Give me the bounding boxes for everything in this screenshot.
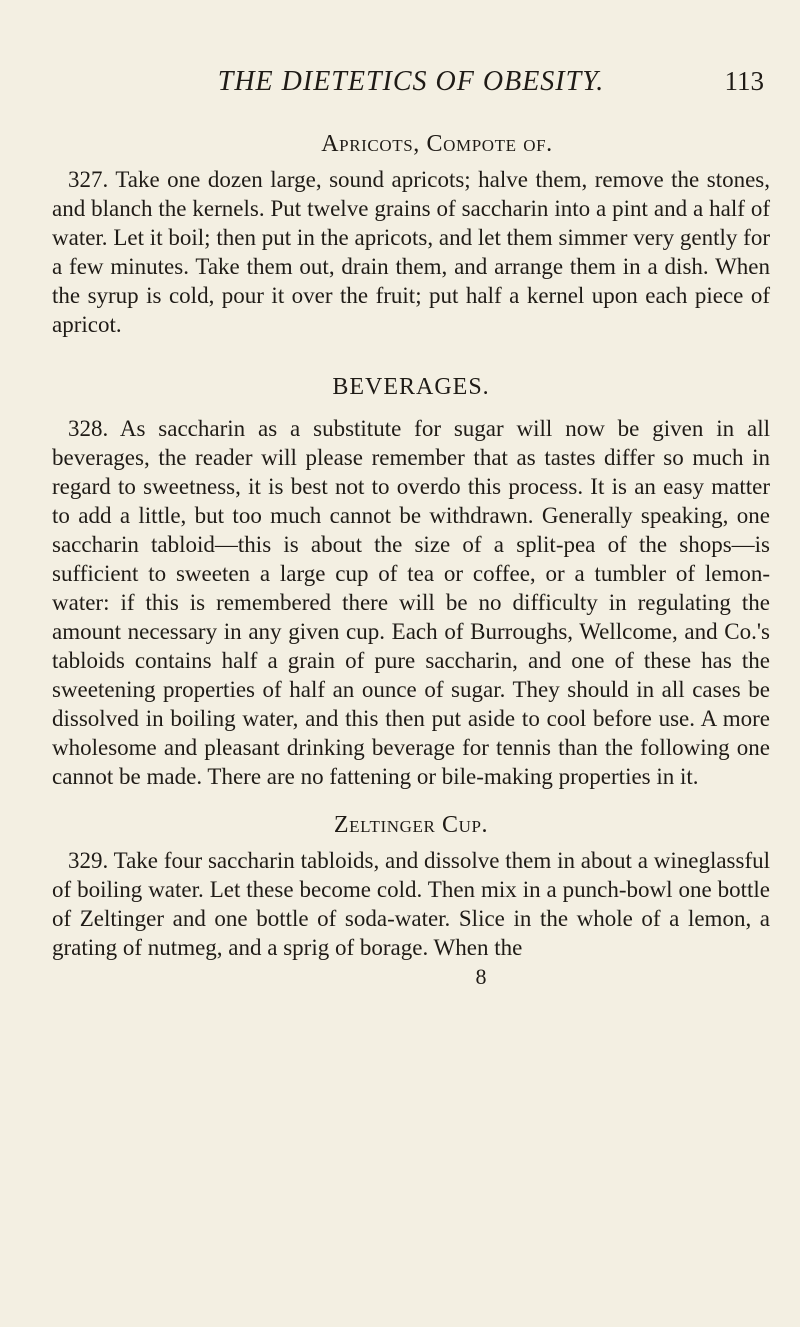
running-title: THE DIETETICS OF OBESITY.: [217, 66, 605, 97]
paragraph-327: [52, 165, 770, 339]
section-title-beverages: BEVERAGES.: [332, 374, 490, 400]
recipe-heading-zeltinger: Zeltinger Cup.: [333, 812, 489, 838]
signature-mark: 8: [475, 964, 487, 989]
recipe-heading-apricots: Apricots, Compote of.: [321, 131, 553, 157]
paragraph-text: As saccharin as a substitute for sugar will now be given in all beverages, the reader will please remember that as tastes differ so much in regard to sweetness, it is best not to overdo this process. It is an easy matter to add a little, but too much cannot be withdrawn. Generally speaking, one saccharin tabloid—this is about the size of a split-pea of the shops—is sufficient to sweeten a large cup of tea or coffee, or a tumbler of lemon-water: if this is remembered there will be no difficulty in regulating the amount necessary in any given cup. Each of Burroughs, Wellcome, and Co.'s tabloids contains half a grain of pure saccharin, and one of these has the sweetening properties of half an ounce of sugar. They should in all cases be dissolved in boiling water, and this then put aside to cool before use. A more wholesome and pleasant drinking beverage for tennis than the following one cannot be made. There are no fattening or bile-making properties in it.: [52, 416, 770, 789]
paragraph-number: 328.: [68, 416, 109, 441]
paragraph-number: 329.: [68, 848, 109, 873]
paragraph-text: Take one dozen large, sound apricots; halve them, remove the stones, and blanch the kernels. Put twelve grains of saccharin into a pint and a half of water. Let it boil; then put in the apricots, and let them simmer very gently for a few minutes. Take them out, drain them, and arrange them in a dish. When the syrup is cold, pour it over the fruit; put half a kernel upon each piece of apricot.: [52, 167, 770, 337]
page-content: [52, 130, 770, 1013]
paragraph-329: [52, 846, 770, 962]
running-head: [52, 66, 770, 106]
paragraph-text: Take four saccharin tabloids, and dissolve them in about a wineglassful of boiling water. Let these become cold. Then mix in a punch-bowl one bottle of Zeltinger and one bottle of soda-water. Slice in the whole of a lemon, a grating of nutmeg, and a sprig of borage. When the: [52, 848, 770, 960]
paragraph-number: 327.: [68, 167, 109, 192]
paragraph-328: [52, 414, 770, 791]
page-number: 113: [724, 66, 764, 96]
